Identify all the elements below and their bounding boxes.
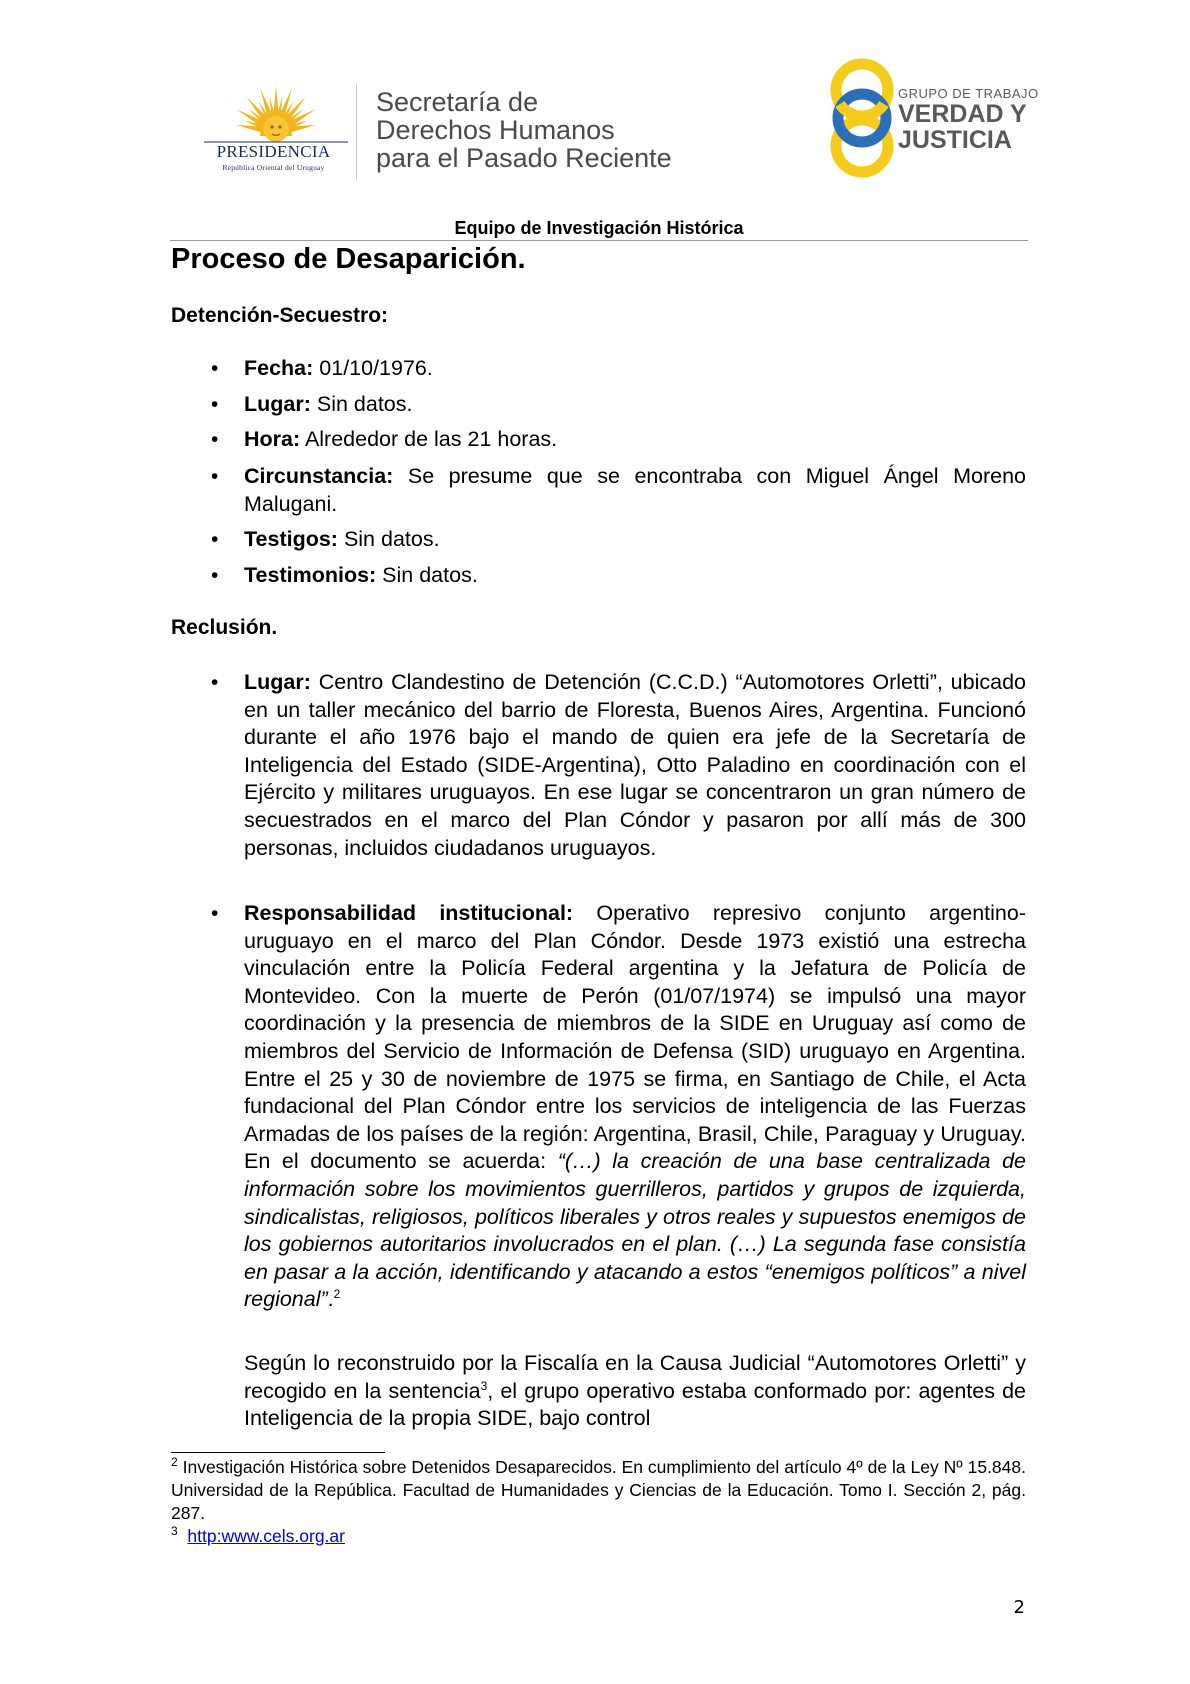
presidencia-subtitle: República Oriental del Uruguay bbox=[222, 163, 325, 172]
secretaria-logo-text bbox=[376, 88, 672, 172]
list-item-lugar-reclusion bbox=[244, 669, 1026, 862]
bullet: • bbox=[211, 902, 219, 925]
acta-quote: “(…) la creación de una base centralizada de información sobre los movimientos guerrilleros, partidos y grupos de izquierda, sindicalistas, religiosos, políticos liberales y otros reales y supuestos enemigos de los gobiernos autoritarios involucrados en el plan. (…) La segunda fase consistía en pasar a la acción, identificando y atacando a estos “enemigos políticos” a nivel regional” bbox=[244, 1149, 1027, 1312]
footnote-2 bbox=[171, 1456, 1026, 1525]
item-label: Lugar: bbox=[244, 670, 311, 694]
footnote-ref-2[interactable]: 2 bbox=[333, 1287, 341, 1302]
running-header: Equipo de Investigación Histórica bbox=[454, 218, 744, 238]
logo-divider bbox=[356, 84, 357, 180]
page-number: 2 bbox=[1013, 1597, 1025, 1618]
bullet: • bbox=[211, 671, 219, 694]
grupo-label: GRUPO DE TRABAJO bbox=[898, 86, 1039, 101]
item-text: Sin datos. bbox=[337, 527, 440, 551]
item-label: Testigos: bbox=[244, 527, 338, 551]
item-text: Se presume que se encontraba con Miguel Ángel Moreno Malugani. bbox=[244, 464, 1026, 516]
continuation-paragraph bbox=[244, 1350, 1026, 1433]
item-label: Circunstancia: bbox=[244, 464, 394, 488]
list-item-responsabilidad bbox=[244, 900, 1026, 1314]
list-item-hora bbox=[244, 426, 1026, 454]
item-text: Sin datos. bbox=[310, 392, 413, 416]
paragraph-text-cont: , el grupo operativo estaba conformado por: agentes de Inteligencia de la propia SIDE, bajo control bbox=[244, 1378, 1027, 1431]
bullet: • bbox=[211, 428, 219, 451]
section-heading-reclusion: Reclusión. bbox=[171, 616, 278, 639]
item-label: Responsabilidad institucional: bbox=[244, 901, 574, 925]
bullet: • bbox=[211, 357, 219, 380]
list-item-fecha bbox=[244, 355, 1026, 383]
bullet: • bbox=[211, 528, 219, 551]
page-title: Proceso de Desaparición. bbox=[171, 243, 526, 275]
grupo-title-line-2: JUSTICIA bbox=[898, 126, 1012, 154]
footnote-separator bbox=[171, 1452, 385, 1453]
section-heading-detencion: Detención-Secuestro: bbox=[171, 304, 389, 327]
secretaria-line-2: Derechos Humanos bbox=[376, 115, 615, 145]
header-rule bbox=[170, 240, 1028, 241]
list-item-testigos bbox=[244, 526, 1026, 554]
item-label: Fecha: bbox=[244, 356, 314, 380]
grupo-title bbox=[898, 101, 1027, 153]
item-label: Hora: bbox=[244, 427, 301, 451]
cels-link[interactable]: http:www.cels.org.ar bbox=[187, 1526, 345, 1546]
list-item-lugar bbox=[244, 391, 1026, 419]
item-text: Centro Clandestino de Detención (C.C.D.) “Automotores Orletti”, ubicado en un taller mecánico del barrio de Floresta, Buenos Aires, Argentina. Funcionó durante el año 1976 bajo el mando de quien era jefe de la Secretaría de Inteligencia del Estado (SIDE-Argentina), Otto Paladino en coordinación con el Ejército y militares uruguayos. En ese lugar se concentraron un gran número de secuestrados en el marco del Plan Cóndor y pasaron por allí más de 300 personas, incluidos ciudadanos uruguayos. bbox=[244, 670, 1026, 860]
bullet: • bbox=[211, 465, 219, 488]
item-text: Operativo represivo conjunto argentino-uruguayo en el marco del Plan Cóndor. Desde 1973 existió una estrecha vinculación entre la Policía Federal argentina y la Jefatura de Policía de Montevideo. Con la muerte de Perón (01/07/1974) se impulsó una mayor coordinación y la presencia de miembros de la SIDE en Uruguay así como de miembros del Servicio de Información de Defensa (SID) uruguayo en Argentina. Entre el 25 y 30 de noviembre de 1975 se firma, en Santiago de Chile, el Acta fundacional del Plan Cóndor entre los servicios de inteligencia de las Fuerzas Armadas de los países de la región: Argentina, Brasil, Chile, Paraguay y Uruguay. En el documento se acuerda: bbox=[244, 901, 1026, 1174]
item-text: 01/10/1976. bbox=[313, 356, 433, 380]
item-label: Lugar: bbox=[244, 392, 311, 416]
list-item-testimonios bbox=[244, 562, 1026, 590]
item-text: Sin datos. bbox=[376, 563, 478, 587]
list-item-circunstancia bbox=[244, 463, 1026, 518]
item-text: Alrededor de las 21 horas. bbox=[300, 427, 558, 451]
bullet: • bbox=[211, 564, 219, 587]
secretaria-line-1: Secretaría de bbox=[376, 87, 539, 117]
quote-end: . bbox=[327, 1287, 334, 1312]
paragraph-text: Según lo reconstruido por la Fiscalía en la Causa Judicial “Automotores Orletti” y recogido en la sentencia bbox=[244, 1351, 1026, 1403]
grupo-title-line-1: VERDAD Y bbox=[898, 100, 1027, 128]
interlinked-rings-icon bbox=[822, 56, 902, 180]
secretaria-line-3: para el Pasado Reciente bbox=[376, 143, 672, 173]
presidencia-name: PRESIDENCIA bbox=[216, 142, 331, 161]
footnote-mark: 2 bbox=[171, 1455, 178, 1470]
footnote-text: Investigación Histórica sobre Detenidos Desaparecidos. En cumplimiento del artículo 4º de la Ley Nº 15.848. Universidad de la República. Facultad de Humanidades y Ciencias de la Educación. Tomo I. Sección 2, pág. 287. bbox=[171, 1457, 1026, 1523]
footnote-ref-3[interactable]: 3 bbox=[480, 1378, 488, 1393]
footnote-3 bbox=[171, 1525, 1026, 1548]
item-label: Testimonios: bbox=[244, 563, 377, 587]
footnote-mark: 3 bbox=[171, 1524, 178, 1539]
bullet: • bbox=[211, 393, 219, 416]
